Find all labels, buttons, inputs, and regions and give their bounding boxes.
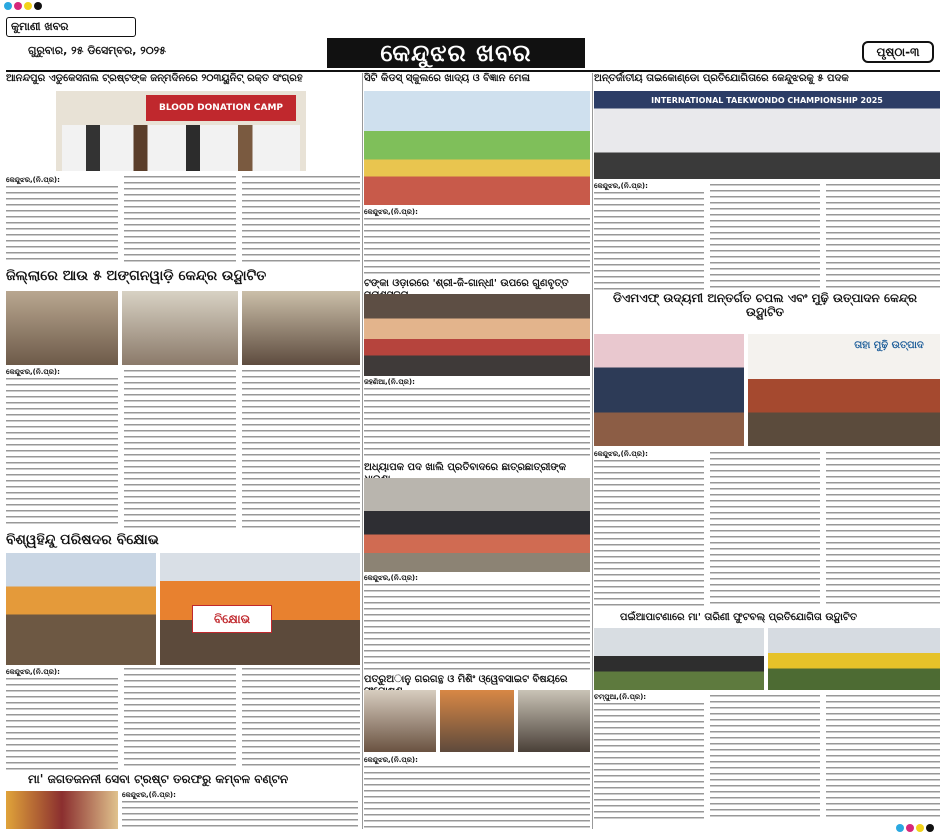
article-body-dmf-2 xyxy=(710,452,820,608)
photo-anganwadi-left xyxy=(6,291,118,365)
article-body-football xyxy=(594,703,704,821)
article-body-football-3 xyxy=(826,695,940,821)
photo-blood-donation xyxy=(56,91,306,171)
dateline-football: ଚମ୍ପୁଆ,(ନି.ପ୍ର): xyxy=(594,693,647,701)
cmyk-registration-mark-top-left xyxy=(4,2,42,10)
photo-anganwadi-center xyxy=(122,291,238,365)
cyan-dot xyxy=(896,824,904,832)
headline-seminar: ପତ୍ରୁଅାନୁ ଗରଗନ୍ଥ ଓ ମିଶିଂ ଓ୍ୱେବସାଇଟ ବିଷୟରେ xyxy=(364,674,568,685)
photo-taekwondo xyxy=(594,91,940,179)
dateline-taekwondo: କେନ୍ଦୁଝର,(ନି.ପ୍ର): xyxy=(594,182,648,190)
banner-blood-donation: BLOOD DONATION CAMP xyxy=(146,95,296,121)
dateline-dmf: କେନ୍ଦୁଝର,(ନି.ପ୍ର): xyxy=(594,450,648,458)
dateline-science-fair: କେନ୍ଦୁଝର,(ନି.ପ୍ର): xyxy=(364,208,418,216)
banner-dmf: ତାହା ମୁଢ଼ି ଉତ୍ପାଦ xyxy=(854,340,924,351)
photo-seminar-left xyxy=(364,690,436,752)
dateline-vhp: କେନ୍ଦୁଝର,(ନି.ପ୍ର): xyxy=(6,668,60,676)
banner-taekwondo: INTERNATIONAL TAEKWONDO CHAMPIONSHIP 2025 xyxy=(651,95,883,105)
photo-science-fair xyxy=(364,91,590,205)
headline-anganwadi: ଜିଲ୍ଲାରେ ଆଉ ୫ ଅଙ୍ଗନୱାଡ଼ି କେନ୍ଦ୍ର ଉଦ୍ଘାଟିତ xyxy=(6,268,267,284)
dateline-students-protest: କେନ୍ଦୁଝର,(ନି.ପ୍ର): xyxy=(364,574,418,582)
photo-dmf-right xyxy=(748,334,940,446)
dateline-shree-gandhi: ଜହଣିଆ,(ନି.ପ୍ର): xyxy=(364,378,415,386)
article-body-vhp-2 xyxy=(124,668,236,770)
magenta-dot xyxy=(906,824,914,832)
headline-dmf: ଡିଏମଏଫ୍ ଉଦ୍ୟମୀ ଅନ୍ତର୍ଗତ ଚପଲ ଏବଂ ମୁଢ଼ି ଉତ୍ପାଦନ କେନ୍ଦ୍ର ଉଦ୍ଘାଟିତ xyxy=(612,291,918,319)
photo-football-right xyxy=(768,628,940,690)
section-name: କୁମାଣୀ ଖବର xyxy=(6,17,136,37)
article-body-taekwondo-3 xyxy=(826,184,940,290)
publication-date: ଗୁରୁବାର, ୨୫ ଡିସେମ୍ବର, ୨୦୨୫ xyxy=(28,44,167,57)
article-body-taekwondo xyxy=(594,192,704,290)
page-number-badge: ପୃଷ୍ଠା-୩ xyxy=(862,41,934,63)
column-rule-left xyxy=(362,73,363,829)
headline-taekwondo: ଅନ୍ତର୍ଜାତୀୟ ତାଇକୋଣ୍ଡୋ ପ୍ରତିଯୋଗିତାରେ କେନ୍ଦୁଝରକୁ ୫ ପଦକ xyxy=(594,73,849,84)
cyan-dot xyxy=(4,2,12,10)
article-body-blood-donation-3 xyxy=(242,176,360,264)
black-dot xyxy=(34,2,42,10)
article-body-shree-gandhi xyxy=(364,388,590,460)
article-body-anganwadi xyxy=(6,378,118,528)
photo-seminar-center xyxy=(440,690,514,752)
article-body-seminar xyxy=(364,766,590,828)
magenta-dot xyxy=(14,2,22,10)
article-body-football-2 xyxy=(710,695,820,821)
headline-shree-gandhi: ଟଙ୍କା ଓଡ଼ାରରେ 'ଶ୍ରୀ-ଜି-ଗାନ୍ଧୀ' ଉପରେ ଗୁଣବୃତ୍ତ xyxy=(364,278,569,289)
article-body-blood-donation xyxy=(6,186,118,264)
photo-vhp-right xyxy=(160,553,360,665)
photo-blanket xyxy=(6,791,118,829)
dateline-seminar: କେନ୍ଦୁଝର,(ନି.ପ୍ର): xyxy=(364,756,418,764)
article-body-vhp-3 xyxy=(242,668,360,770)
page-title: କେନ୍ଦୁଝର ଖବର xyxy=(327,38,585,68)
headline-vhp-protest: ବିଶ୍ୱହିନ୍ଦୁ ପରିଷଦର ବିକ୍ଷୋଭ xyxy=(6,532,159,548)
yellow-dot xyxy=(24,2,32,10)
photo-anganwadi-right xyxy=(242,291,360,365)
headline-science-fair: ସିଟି କିଡସ୍ ସ୍କୁଲରେ ଖାଦ୍ୟ ଓ ବିଜ୍ଞାନ ମେଳା xyxy=(364,73,531,84)
headline-blood-donation: ଆନନ୍ଦପୁର ଏଡୁକେସନାଲ ଟ୍ରଷ୍ଟଙ୍କ ଜନ୍ମଦିନରେ ୨୦୩ୟୁନିଟ୍ ରକ୍ତ ସଂଗ୍ରହ xyxy=(6,73,303,84)
cmyk-registration-mark-bottom-right xyxy=(896,824,934,832)
people-group xyxy=(62,125,300,171)
yellow-dot xyxy=(916,824,924,832)
article-body-anganwadi-2 xyxy=(124,370,236,528)
article-body-science-fair xyxy=(364,218,590,276)
article-body-anganwadi-3 xyxy=(242,370,360,528)
headline-football: ପଇଁଆପାଟଣାରେ ମା' ତାରିଣୀ ଫୁଟବଲ୍ ପ୍ରତିଯୋଗିତା ଉଦ୍ଘାଟିତ xyxy=(620,612,857,623)
black-dot xyxy=(926,824,934,832)
headline-students-protest: ଅଧ୍ୟାପକ ପଦ ଖାଲି ପ୍ରତିବାଦରେ ଛାତ୍ରଛାତ୍ରୀଙ୍କ xyxy=(364,462,567,473)
photo-students-protest xyxy=(364,478,590,572)
article-body-dmf xyxy=(594,460,704,608)
dateline-blood-donation: କେନ୍ଦୁଝର,(ନି.ପ୍ର): xyxy=(6,176,60,184)
photo-dmf-left xyxy=(594,334,744,446)
photo-vhp-left xyxy=(6,553,156,665)
dateline-anganwadi: କେନ୍ଦୁଝର,(ନି.ପ୍ର): xyxy=(6,368,60,376)
article-body-blood-donation-2 xyxy=(124,176,236,264)
photo-seminar-right xyxy=(518,690,590,752)
article-body-vhp xyxy=(6,678,118,770)
article-body-students-protest xyxy=(364,584,590,672)
masthead-rule xyxy=(6,70,940,72)
photo-shree-gandhi xyxy=(364,294,590,376)
article-body-dmf-3 xyxy=(826,452,940,608)
article-body-blanket xyxy=(122,801,358,829)
headline-blanket-distribution: ମା' ଜଗତଜନନୀ ସେବା ଟ୍ରଷ୍ଟ ତରଫରୁ କମ୍ବଳ ବଣ୍ଟନ xyxy=(28,772,289,786)
column-rule-right xyxy=(592,73,593,829)
photo-football-left xyxy=(594,628,764,690)
dateline-blanket: କେନ୍ଦୁଝର,(ନି.ପ୍ର): xyxy=(122,791,176,799)
article-body-taekwondo-2 xyxy=(710,184,820,290)
placard-vhp: ବିକ୍ଷୋଭ xyxy=(192,605,272,633)
